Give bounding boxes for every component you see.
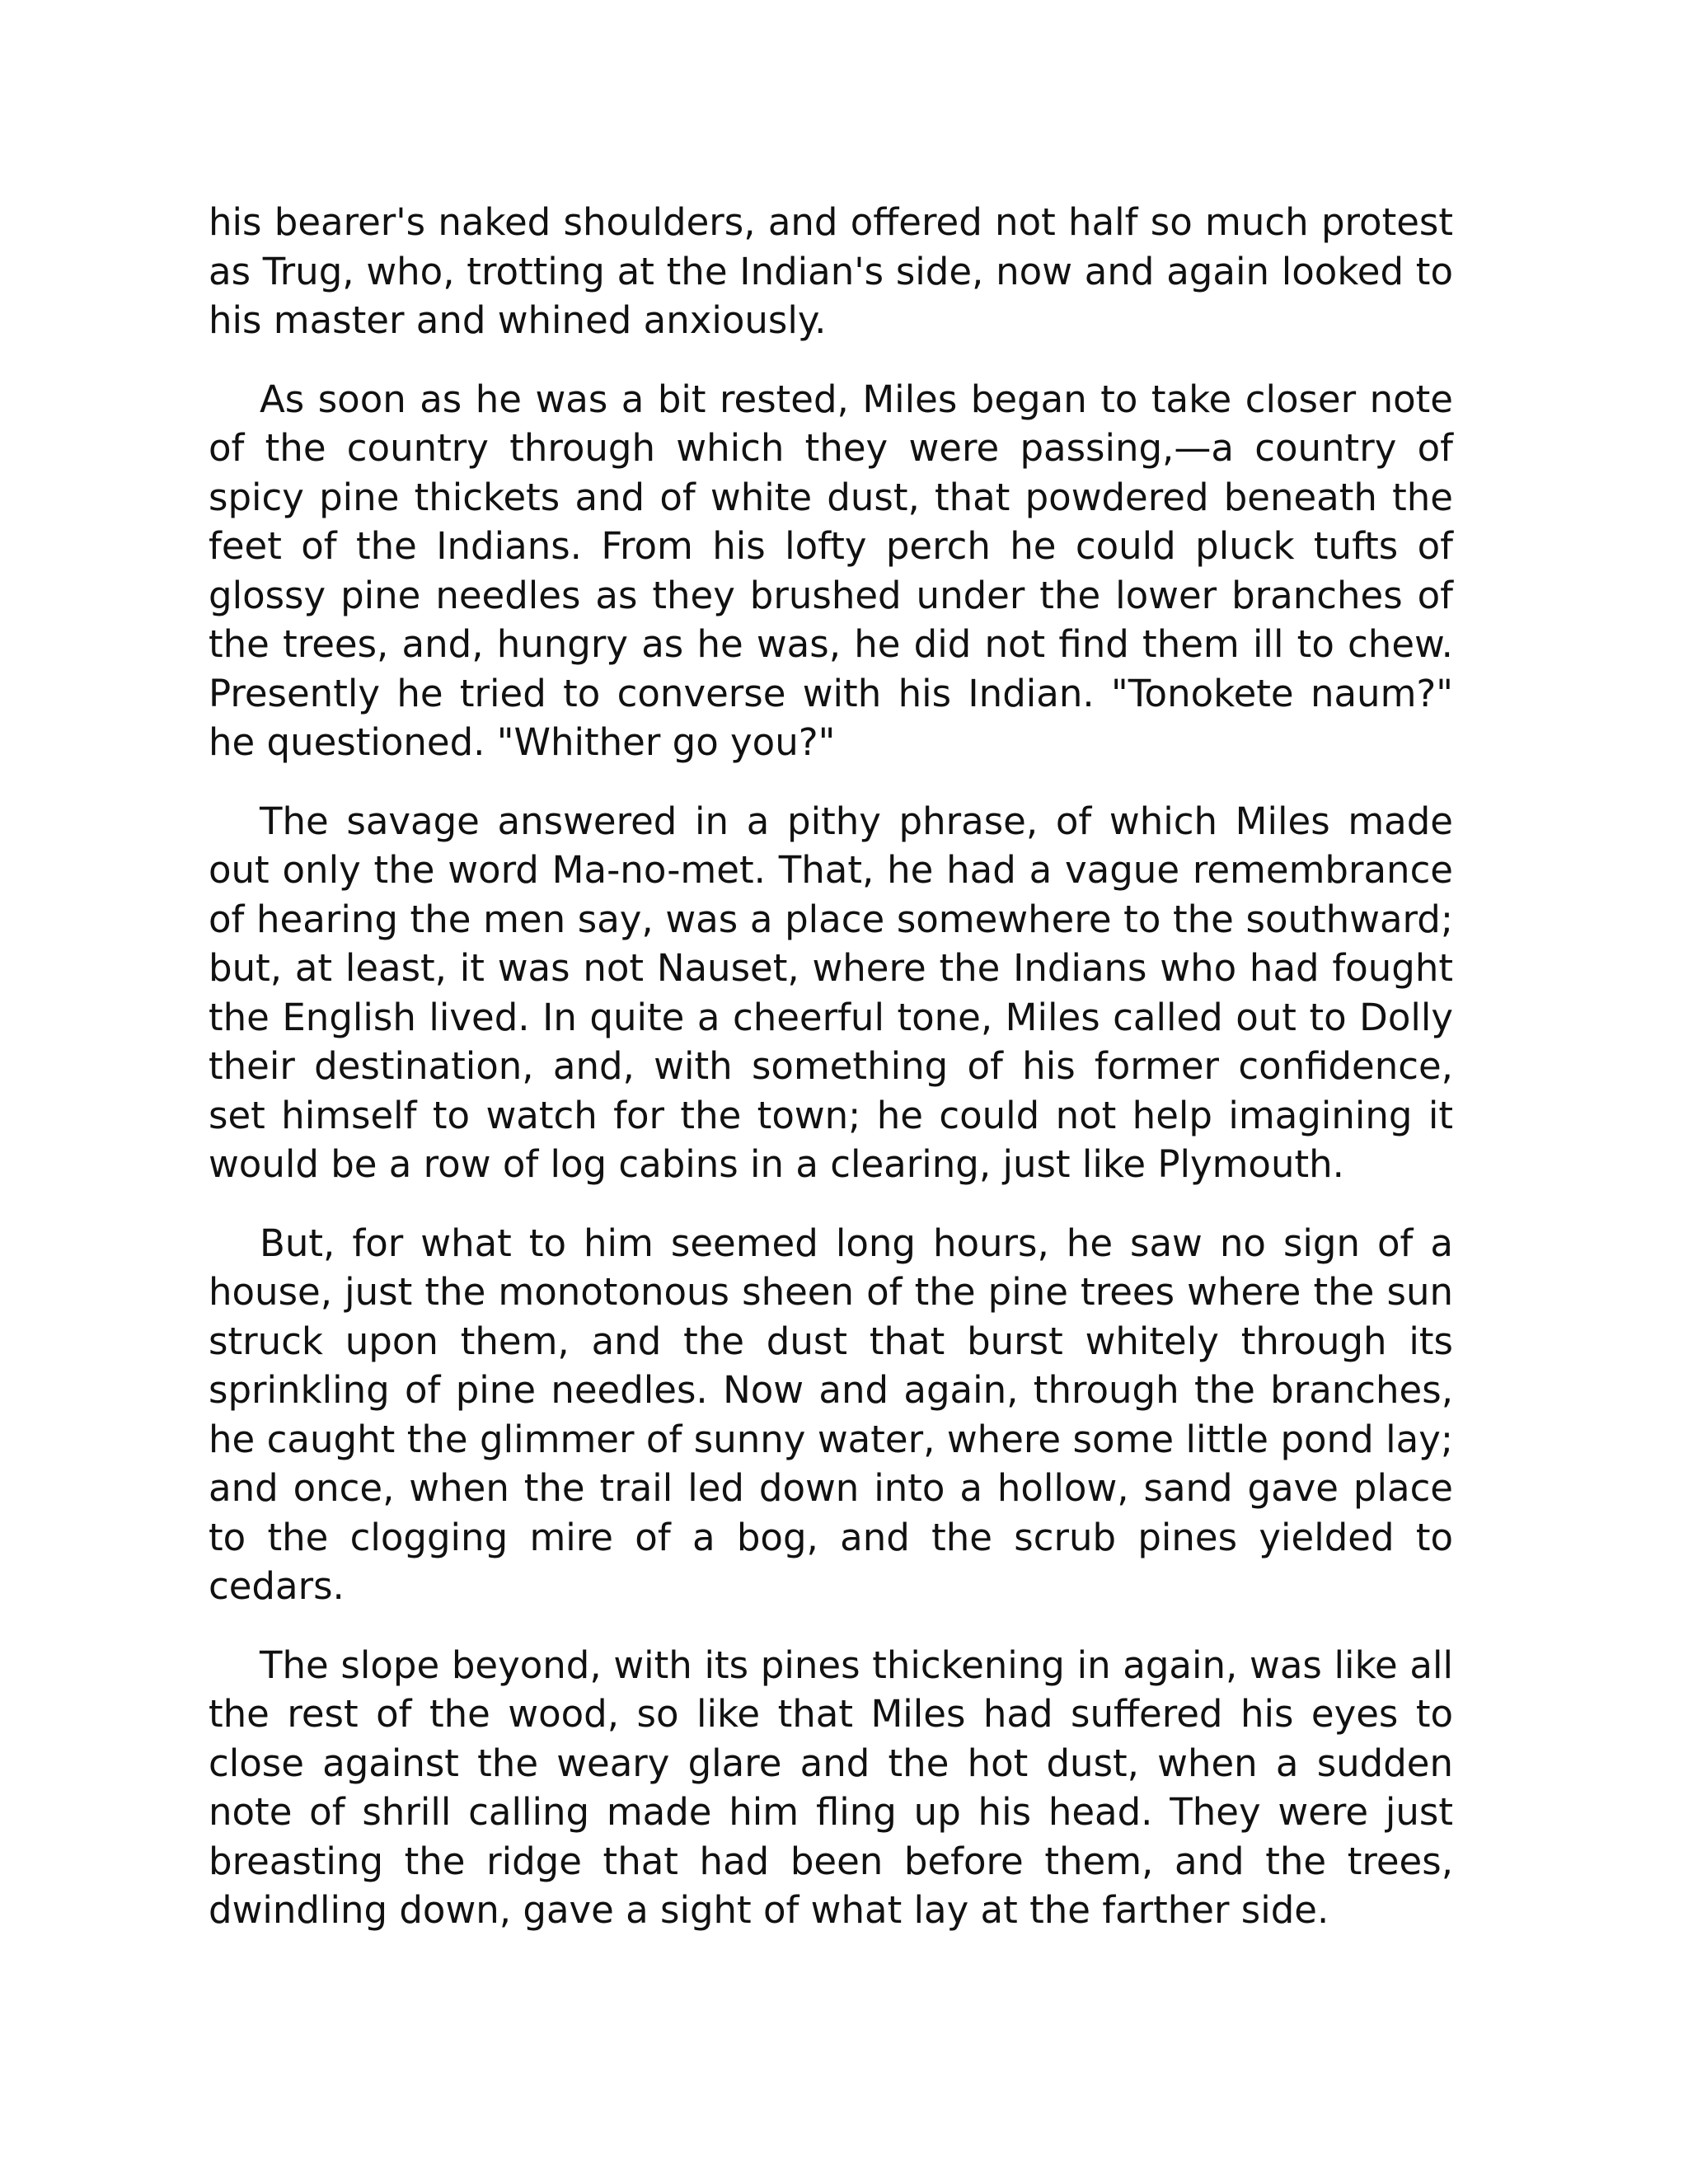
page-body: [209, 198, 1453, 1965]
paragraph-1: his bearer's naked shoulders, and offered not half so much protest as Trug, who, trotting at the Indian's side, now and again looked to his master and whined anxiously.: [209, 200, 1453, 342]
paragraph-2: As soon as he was a bit rested, Miles began to take closer note of the country through which they were passing,—a country of spicy pine thickets and of white dust, that powdered beneath the feet of the Indians. From his lofty perch he could pluck tufts of glossy pine needles as they brushed under the lower branches of the trees, and, hungry as he was, he did not find them ill to chew. Presently he tried to converse with his Indian. "Tonokete naum?" he questioned. "Whither go you?": [209, 377, 1453, 764]
paragraph-4: But, for what to him seemed long hours, he saw no sign of a house, just the monotonous sheen of the pine trees where the sun struck upon them, and the dust that burst whitely through its sprinkling of pine needles. Now and again, through the branches, he caught the glimmer of sunny water, where some little pond lay; and once, when the trail led down into a hollow, sand gave place to the clogging mire of a bog, and the scrub pines yielded to cedars.: [209, 1221, 1453, 1608]
paragraph-5: The slope beyond, with its pines thickening in again, was like all the rest of the wood, so like that Miles had suffered his eyes to close against the weary glare and the hot dust, when a sudden note of shrill calling made him fling up his head. They were just breasting the ridge that had been before them, and the trees, dwindling down, gave a sight of what lay at the farther side.: [209, 1643, 1453, 1932]
paragraph-3: The savage answered in a pithy phrase, of which Miles made out only the word Ma-no-met. That, he had a vague remembrance of hearing the men say, was a place somewhere to the southward; but, at least, it was not Nauset, where the Indians who had fought the English lived. In quite a cheerful tone, Miles called out to Dolly their destination, and, with something of his former confidence, set himself to watch for the town; he could not help imagining it would be a row of log cabins in a clearing, just like Plymouth.: [209, 799, 1453, 1186]
